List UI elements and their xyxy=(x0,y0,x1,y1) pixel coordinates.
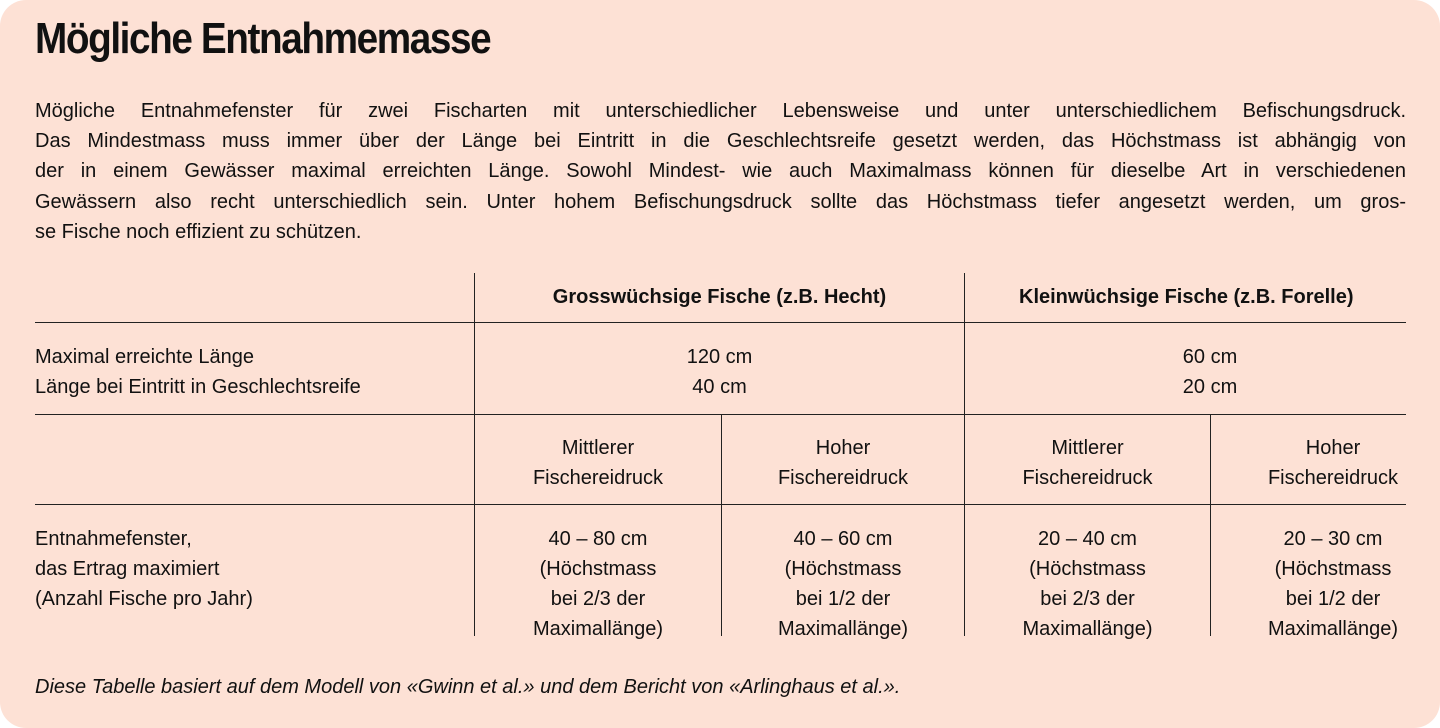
table-rule-header xyxy=(35,322,1406,323)
intro-line: der in einem Gewässer maximal erreichten Länge. Sowohl Mindest- wie auch Maximalmass können für dieselbe Art in verschiedenen xyxy=(35,160,1406,183)
header-large-fish: Grosswüchsige Fische (z.B. Hecht) xyxy=(552,286,887,308)
header-small-fish: Kleinwüchsige Fische (z.B. Forelle) xyxy=(1019,286,1354,308)
page-title: Mögliche Entnahmemasse xyxy=(35,14,491,63)
pressure-small-medium: Mittlerer Fischereidruck xyxy=(1022,437,1153,489)
window-small-high: 20 – 30 cm (Höchstmass bei 1/2 der Maximallänge) xyxy=(1267,528,1399,640)
intro-line: Gewässern also recht unterschiedlich sein. Unter hohem Befischungsdruck sollte das Höchstmass tiefer angesetzt werden, um gros- xyxy=(35,190,1406,213)
intro-paragraph xyxy=(35,96,1406,247)
small-maturity-length: 20 cm xyxy=(1182,376,1238,398)
intro-line: Das Mindestmass muss immer über der Länge bei Eintritt in die Geschlechtsreife gesetzt werden, das Höchstmass ist abhängig von xyxy=(35,130,1406,153)
label-harvest-window: Entnahmefenster, das Ertrag maximiert (Anzahl Fische pro Jahr) xyxy=(35,528,253,610)
pressure-large-medium: Mittlerer Fischereidruck xyxy=(532,437,664,489)
label-maturity-length: Länge bei Eintritt in Geschlechtsreife xyxy=(35,376,361,398)
window-large-medium: 40 – 80 cm (Höchstmass bei 2/3 der Maximallänge) xyxy=(532,528,664,640)
intro-line: Mögliche Entnahmefenster für zwei Fischarten mit unterschiedlicher Lebensweise und unter unterschiedlichem Befischungsdruck. xyxy=(35,100,1406,122)
label-max-length: Maximal erreichte Länge xyxy=(35,346,254,368)
intro-line: se Fische noch effizient zu schützen. xyxy=(35,220,362,243)
large-max-length: 120 cm xyxy=(686,346,753,368)
window-small-medium: 20 – 40 cm (Höchstmass bei 2/3 der Maximallänge) xyxy=(1022,528,1153,640)
pressure-small-high: Hoher Fischereidruck xyxy=(1267,437,1399,489)
pressure-large-high: Hoher Fischereidruck xyxy=(777,437,909,489)
small-max-length: 60 cm xyxy=(1182,346,1238,368)
window-large-high: 40 – 60 cm (Höchstmass bei 1/2 der Maximallänge) xyxy=(777,528,909,640)
large-maturity-length: 40 cm xyxy=(692,376,747,398)
footnote: Diese Tabelle basiert auf dem Modell von «Gwinn et al.» und dem Bericht von «Arlinghaus et al.». xyxy=(35,676,901,698)
